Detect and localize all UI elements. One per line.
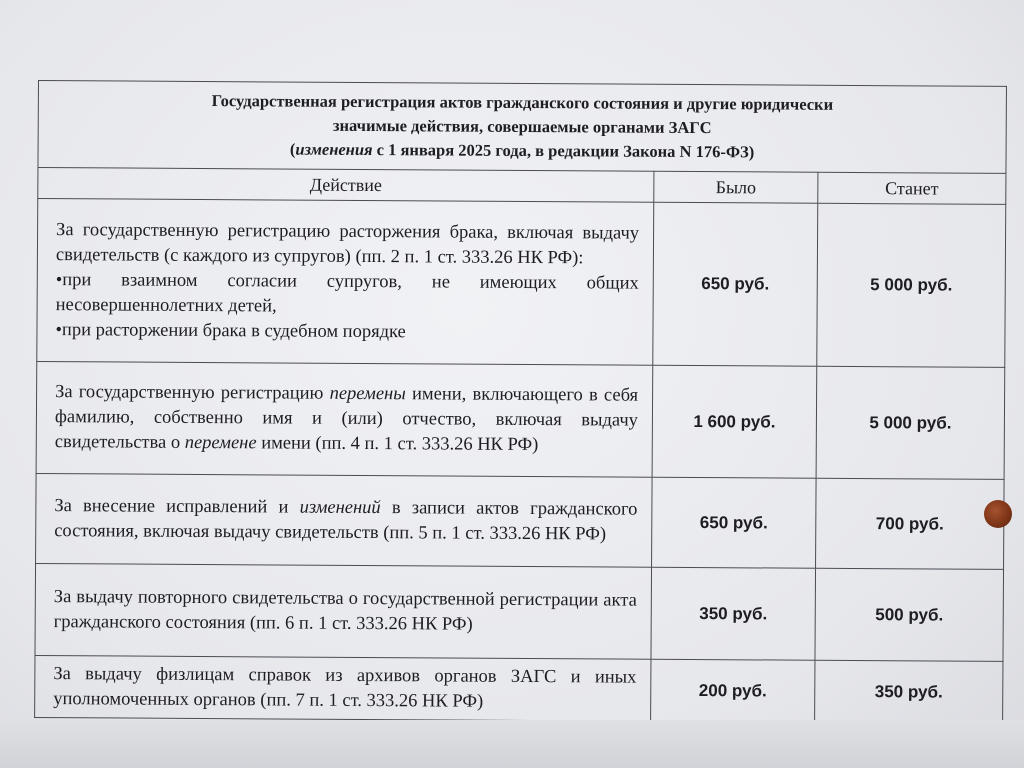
page-bottom-shadow: [0, 720, 1024, 768]
row-3-was: 650 руб.: [652, 477, 817, 568]
row-4-will-be: 500 руб.: [815, 568, 1004, 661]
row-1-was: 650 руб.: [653, 202, 818, 366]
row-2-text-part-3: имени (пп. 4 п. 1 ст. 333.26 НК РФ): [256, 433, 539, 456]
header-was: Было: [654, 171, 818, 203]
header-will-be: Станет: [818, 172, 1006, 204]
row-3-action: [36, 473, 653, 567]
row-4-action: За выдачу повторного свидетельства о государственной регистрации акта гражданского состояния (пп. 6 п. 1 ст. 333.26 НК РФ): [35, 563, 652, 659]
row-3-text-part-2: в записи актов гражданского состояния, включая выдачу свидетельств (пп. 5 п. 1 ст. 333.26 НК РФ): [54, 497, 638, 544]
row-1-will-be: 5 000 руб.: [817, 203, 1006, 367]
row-2-text-part-1: За государственную регистрацию: [55, 382, 330, 404]
title-line-3-rest: с 1 января 2025 года, в редакции Закона N 176-ФЗ): [372, 140, 755, 162]
row-1-action: [37, 199, 654, 366]
row-2-text-part-2: имени, включающего в себя фамилию, собственно имя и (или) отчество, включая выдачу свидетельства о: [54, 384, 639, 453]
title-row: [38, 81, 1007, 174]
table-row: [36, 361, 1005, 479]
title-line-3-open: (: [289, 139, 296, 159]
row-3-will-be: 700 руб.: [816, 478, 1005, 569]
fees-table: [34, 80, 1007, 724]
row-5-was: 200 руб.: [651, 659, 815, 722]
row-1-bullet-1: •при взаимном согласии супругов, не имеющих общих несовершеннолетних детей,: [55, 269, 639, 316]
title-line-1: Государственная регистрация актов гражданского состояния и другие юридически: [211, 91, 834, 114]
header-action: Действие: [38, 168, 654, 203]
table-title: [38, 81, 1007, 174]
fees-table-container: [34, 80, 1006, 723]
table-row: [35, 563, 1004, 661]
row-2-action: [36, 361, 653, 477]
pushpin-icon: [984, 500, 1012, 528]
title-line-3: [49, 136, 996, 166]
row-2-will-be: 5 000 руб.: [816, 366, 1005, 479]
row-2-was: 1 600 руб.: [652, 365, 817, 478]
row-3-text-italic-1: изменений: [299, 497, 381, 518]
row-5-will-be: 350 руб.: [815, 660, 1003, 723]
row-4-was: 350 руб.: [651, 567, 816, 660]
row-2-text-italic-2: перемене: [184, 432, 257, 454]
title-line-3-italic: изменения: [295, 139, 373, 160]
row-1-bullet-2: •при расторжении брака в судебном порядке: [55, 319, 406, 342]
row-2-text-italic-1: перемены: [329, 383, 406, 405]
row-1-text: За государственную регистрацию расторжения брака, включая выдачу свидетельств (с каждого из супругов) (пп. 2 п. 1 ст. 333.26 НК РФ):: [55, 219, 640, 268]
row-3-text-part-1: За внесение исправлений и: [54, 495, 300, 518]
title-line-2: значимые действия, совершаемые органами ЗАГС: [332, 115, 712, 138]
table-row: [35, 655, 1003, 723]
table-row: [36, 473, 1005, 569]
table-row: [37, 199, 1006, 368]
row-5-action: За выдачу физлицам справок из архивов органов ЗАГС и иных уполномоченных органов (пп. 7 п. 1 ст. 333.26 НК РФ): [35, 655, 651, 721]
